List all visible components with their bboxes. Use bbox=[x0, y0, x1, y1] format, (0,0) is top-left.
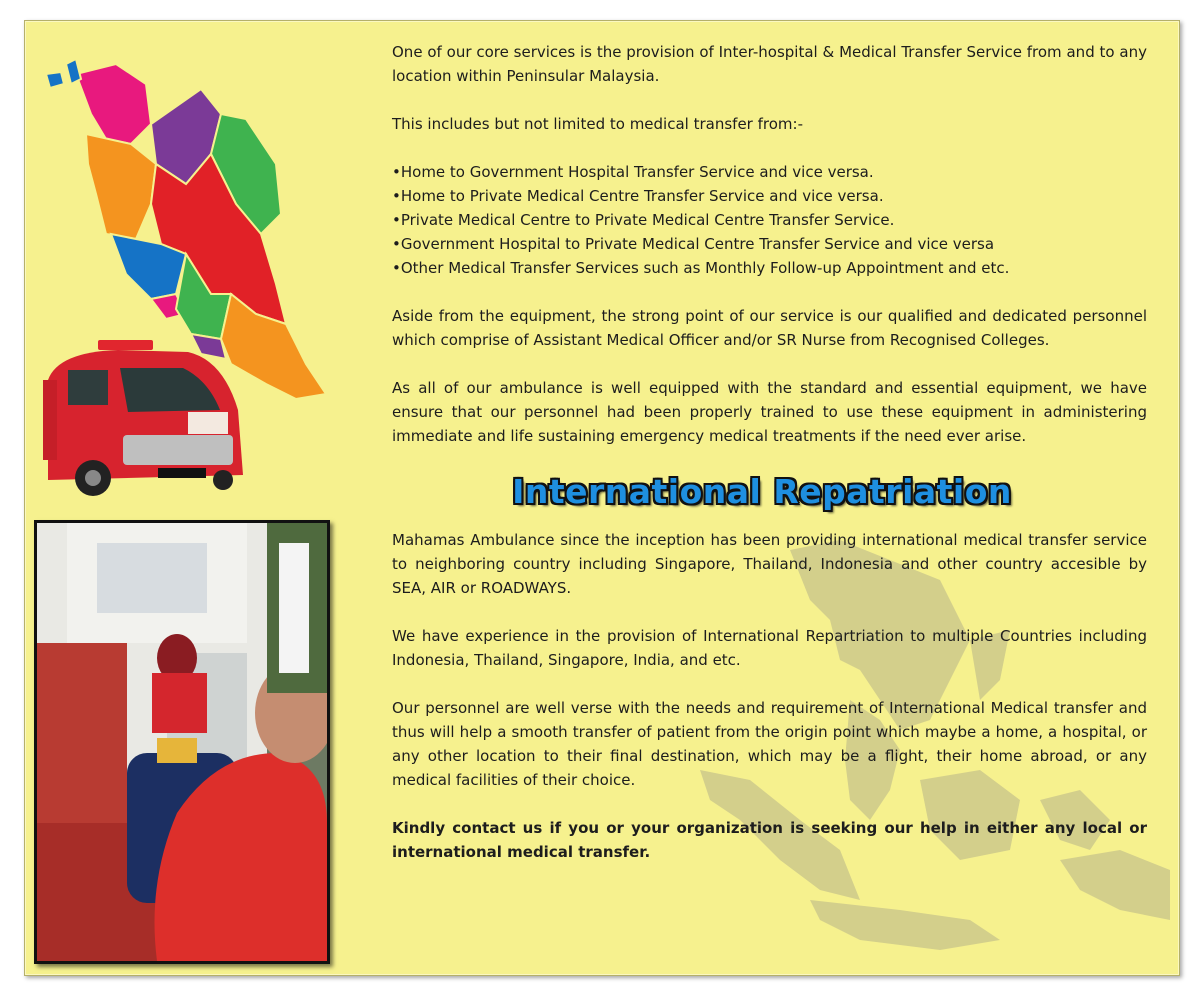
intro-paragraph-2: Aside from the equipment, the strong point of our service is our qualified and dedicated personnel which comprise of Assistant Medical Officer and/or SR Nurse from Recognised Colleges. bbox=[392, 307, 1147, 349]
intl-paragraph-3: Our personnel are well verse with the needs and requirement of International Medical transfer and thus will help a smooth transfer of patient from the origin point which maybe a home, a hospital, or any other location to their final destination, which may be a flight, their home abroad, or any medical facilities of their choice. bbox=[392, 699, 1147, 789]
inter-hospital-transfer-section bbox=[392, 40, 1147, 472]
international-repatriation-heading: International Repatriation bbox=[512, 472, 1012, 511]
list-item: • Home to Private Medical Centre Transfer Service and vice versa. bbox=[392, 184, 1147, 208]
international-repatriation-section bbox=[392, 528, 1147, 888]
list-item: • Home to Government Hospital Transfer Service and vice versa. bbox=[392, 160, 1147, 184]
intro-paragraph-1: One of our core services is the provision of Inter-hospital & Medical Transfer Service from and to any location within Peninsular Malaysia. bbox=[392, 43, 1147, 85]
transfer-services-list bbox=[392, 160, 1147, 280]
list-item: • Government Hospital to Private Medical Centre Transfer Service and vice versa bbox=[392, 232, 1147, 256]
intl-paragraph-1: Mahamas Ambulance since the inception has been providing international medical transfer service to neighboring country including Singapore, Thailand, Indonesia and other country accesible by SEA, AIR or ROADWAYS. bbox=[392, 531, 1147, 597]
ambulance-interior-photo bbox=[34, 520, 330, 964]
ambulance-van-image bbox=[38, 340, 253, 510]
intl-paragraph-2: We have experience in the provision of International Repartriation to multiple Countries including Indonesia, Thailand, Singapore, India, and etc. bbox=[392, 627, 1147, 669]
contact-call-to-action: Kindly contact us if you or your organization is seeking our help in either any local or international medical transfer. bbox=[392, 819, 1147, 861]
list-item: • Other Medical Transfer Services such as Monthly Follow-up Appointment and etc. bbox=[392, 256, 1147, 280]
transfer-list-lead: This includes but not limited to medical transfer from:- bbox=[392, 115, 803, 133]
intro-paragraph-3: As all of our ambulance is well equipped with the standard and essential equipment, we have ensure that our personnel had been properly trained to use these equipment in administering immediate and life sustaining emergency medical treatments if the need ever arise. bbox=[392, 379, 1147, 445]
list-item: • Private Medical Centre to Private Medical Centre Transfer Service. bbox=[392, 208, 1147, 232]
